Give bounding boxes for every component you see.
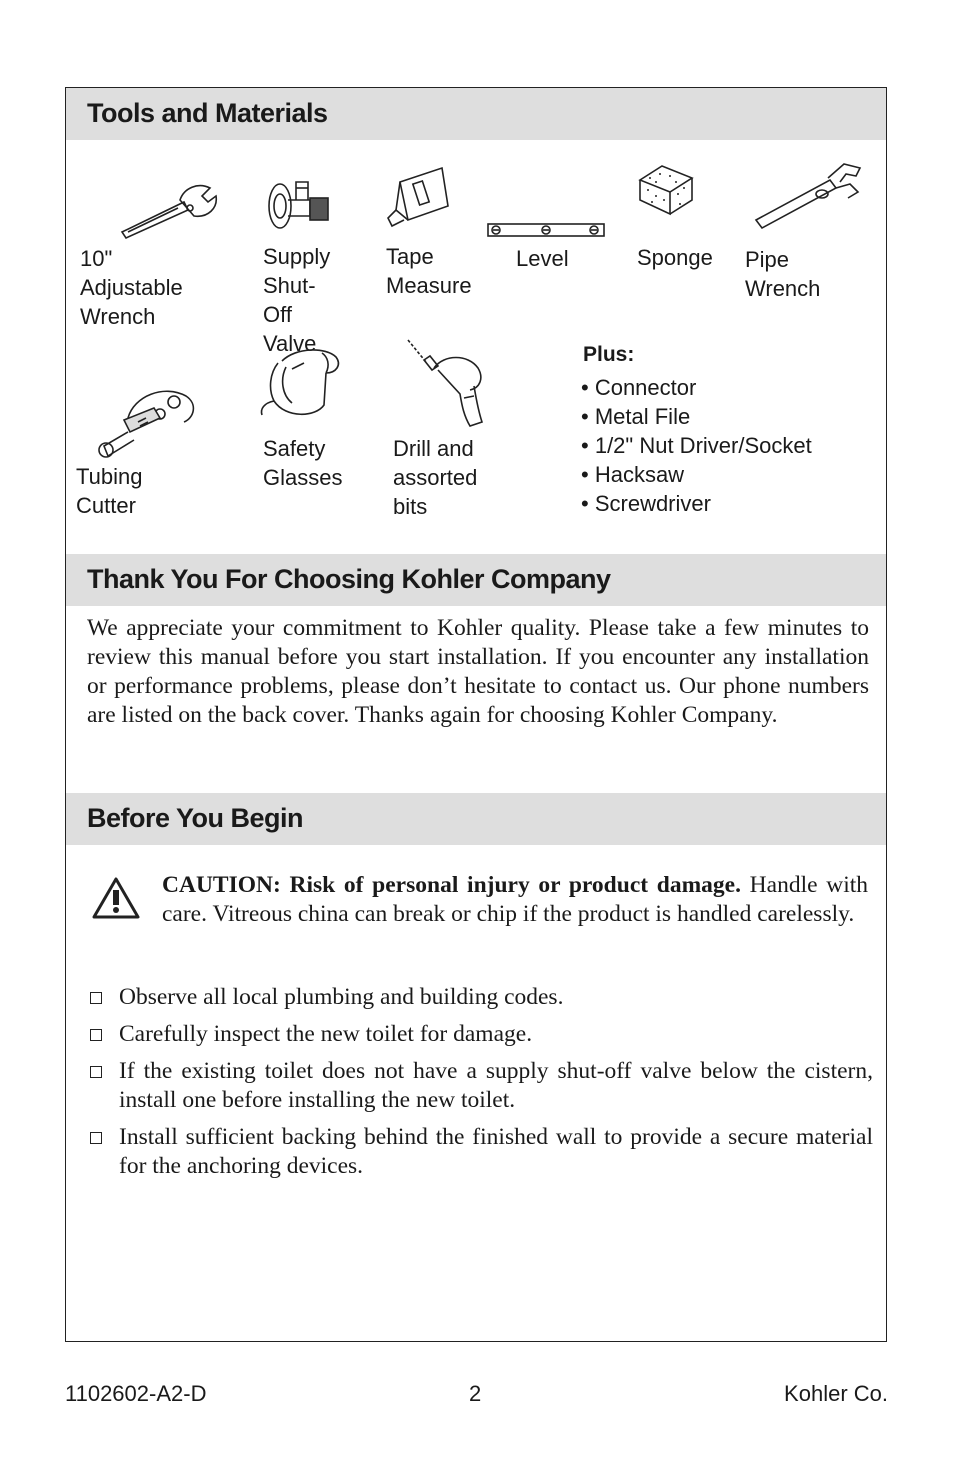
tool-label: 10" Adjustable Wrench [80, 246, 183, 329]
sponge-icon [636, 162, 696, 218]
tool-label: Level [516, 246, 569, 271]
safety-glasses-icon [256, 343, 342, 423]
adjustable-wrench-icon [118, 180, 218, 240]
pipe-wrench-icon [752, 158, 866, 230]
checklist-text: If the existing toilet does not have a supply shut-off valve below the cistern, install one before installing the new toilet. [119, 1058, 873, 1113]
tools-section-title: Tools and Materials [87, 98, 328, 128]
caution-heading: CAUTION: Risk of personal injury or product damage. [162, 872, 741, 898]
drill-icon [404, 336, 486, 432]
footer-page-number: 2 [469, 1381, 482, 1406]
caution-notice [162, 871, 868, 929]
begin-section-title: Before You Begin [87, 803, 304, 833]
checkbox-icon [90, 1132, 102, 1144]
plus-item: • 1/2" Nut Driver/Socket [581, 431, 812, 460]
tool-label: Pipe Wrench [745, 247, 821, 301]
warning-triangle-icon [90, 875, 142, 921]
content-frame [65, 87, 887, 1342]
footer-company: Kohler Co. [784, 1381, 888, 1406]
plus-item: • Screwdriver [581, 489, 812, 518]
checklist-item [87, 1020, 873, 1049]
checklist-item [87, 1123, 873, 1181]
plus-title: Plus: [583, 343, 635, 366]
begin-section-header [66, 793, 886, 845]
tubing-cutter-icon [94, 378, 204, 460]
checkbox-icon [90, 992, 102, 1004]
checklist-item [87, 983, 873, 1012]
checkbox-icon [90, 1029, 102, 1041]
checklist-text: Install sufficient backing behind the finished wall to provide a secure material for the anchoring devices. [119, 1124, 873, 1179]
thanks-section-header [66, 554, 886, 606]
thanks-body: We appreciate your commitment to Kohler quality. Please take a few minutes to review this manual before you start installation. If you encounter any installation or performance problems, please don’t hesitate to contact us. Our phone numbers are listed on the back cover. Thanks again for choosing Kohler Company. [87, 615, 869, 728]
plus-list [581, 373, 812, 518]
plus-item: • Connector [581, 373, 812, 402]
tools-section-header [66, 88, 886, 140]
checkbox-icon [90, 1066, 102, 1078]
tool-label: Supply Shut-Off Valve [263, 244, 331, 356]
checklist-text: Carefully inspect the new toilet for damage. [119, 1021, 533, 1047]
tool-label: Tubing Cutter [76, 464, 143, 518]
tool-label: Sponge [637, 245, 713, 270]
before-checklist [87, 983, 873, 1189]
tape-measure-icon [382, 162, 454, 234]
tool-label: Safety Glasses [263, 436, 343, 490]
thanks-section-title: Thank You For Choosing Kohler Company [87, 564, 611, 594]
level-icon [486, 222, 608, 240]
footer-doc-number: 1102602-A2-D [65, 1381, 207, 1406]
plus-item: • Metal File [581, 402, 812, 431]
tool-label: Drill and assorted bits [393, 436, 478, 519]
caution-text: Handle with care. Vitreous china can break or chip if the product is handled carelessly. [162, 872, 869, 927]
tool-label: Tape Measure [386, 244, 472, 298]
checklist-text: Observe all local plumbing and building codes. [119, 984, 564, 1010]
shutoff-valve-icon [266, 176, 336, 236]
checklist-item [87, 1057, 873, 1115]
plus-item: • Hacksaw [581, 460, 812, 489]
